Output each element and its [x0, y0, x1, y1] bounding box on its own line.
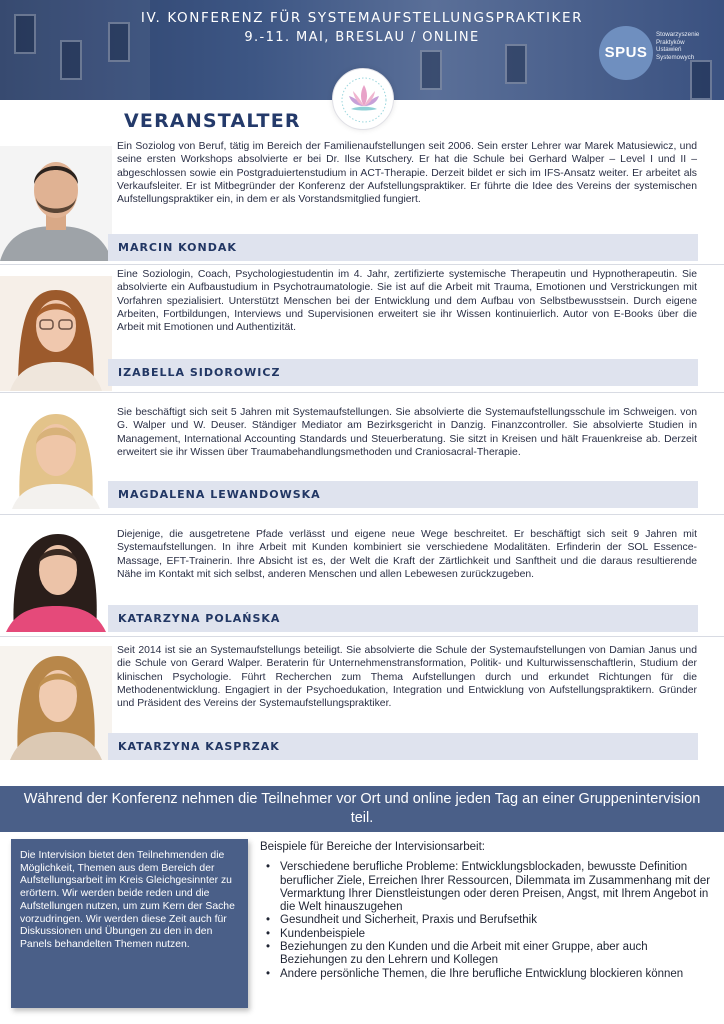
- person-name: MARCIN KONDAK: [118, 241, 237, 254]
- portrait-photo: [0, 404, 112, 509]
- bio-text: Eine Soziologin, Coach, Psychologiestudentin im 4. Jahr, zertifizierte systemische Therapeutin und Hypnotherapeutin. Sie absolvierte ein Aufbaustudium in Psychotraumatologie. Sie ist auf die Arbeit mit Trauma, Emotionen und Verstrickungen mit Vorfahren spezialisiert. Unterstützt Menschen bei der Entwicklung und dem Aufbau von Selbstbewusstsein. Durch eigene Arbeiten, Fortbildungen, Interviews und Supervisionen erweitert sie ihr Wissen kontinuierlich. Autor von E-Books über die Arbeit mit Emotionen und Authentizität.: [117, 269, 697, 334]
- divider: [0, 514, 724, 515]
- portrait-photo: [0, 146, 112, 261]
- spus-logo-text: Stowarzyszenie Praktyków Ustawień Systemowych: [656, 31, 700, 61]
- bio-text: Sie beschäftigt sich seit 5 Jahren mit Systemaufstellungen. Sie absolvierte die Systemaufstellungsschule im Schweigen. von G. Walper und W. Deuser. Ständiger Mediator am Bezirksgericht in Danzig. Finanzcontroller. Sie absolvierte Studien in Management, International Accounting Standards und Steuerberatung. Sie sitzt in Kreisen und hält Frauenkreise ab. Derzeit erweitert sie ihr Wissen über Traumabehandlungsmethoden und Craniosacral-Therapie.: [117, 407, 697, 458]
- examples-list: [260, 841, 712, 981]
- divider: [0, 636, 724, 637]
- list-item: • Verschiedene berufliche Probleme: Entwicklungsblockaden, bewusste Definition beruflicher Ziele, Erreichen Ihrer Ressourcen, Dilemmata im Zusammenhang mit der Vermarktung Ihrer Dienstleistungen oder deren Preisen, Angst, mit Ihrem Angebot in die Welt hinauszugehen: [260, 861, 712, 914]
- portrait-photo: [0, 276, 112, 391]
- name-band: [108, 234, 698, 261]
- name-band: [108, 359, 698, 386]
- name-band: [108, 605, 698, 632]
- bio-text: Seit 2014 ist sie an Systemaufstellungs beteiligt. Sie absolvierte die Schule der Systemaufstellungen von Damian Janus und die Schule von Gerard Walper. Beraterin für Unternehmenstransformation, Politik- und Kulturwissenschaftlerin, Studium der klinischen Psychologie. Führt Recherchen zum Thema Aufstellungen durch und erkundet Richtungen für die Methodenentwicklung. Engagiert in der Psychoedukation, Integration und Entwicklung von Aufstellungspraktikern. Gründer und Präsident des Vereins der Systemaufstellungspraktiker.: [117, 645, 697, 710]
- intervision-info-text: Die Intervision bietet den Teilnehmenden die Möglichkeit, Themen aus dem Bereich der Aufstellungsarbeit im Kreis Gleichgesinnter zu erörtern. Wir werden beide reden und die Aufstellungen nutzen, um zum Kern der Sache vorzudringen. Wir werden diese Zeit auch für Diskussionen und Übungen zu den in den Panels behandelten Themen nutzen.: [20, 850, 235, 950]
- spus-logo: SPUS: [599, 26, 653, 80]
- list-item: • Kundenbeispiele: [260, 928, 712, 941]
- divider: [0, 392, 724, 393]
- lotus-icon: [332, 68, 394, 130]
- bio-text: Diejenige, die ausgetretene Pfade verlässt und eigene neue Wege beschreitet. Er beschäftigt sich seit 9 Jahren mit Systemaufstellungen. In ihre Arbeit mit Kunden kombiniert sie verschiedene Modalitäten. Erfinderin der SOL Essence-Massage, EFT-Trainerin. Ihre Absicht ist es, der Welt die Kraft der Zärtlichkeit und Sanftheit und die daraus resultierende Nähe im Kontakt mit sich selbst, anderen Menschen und allen Lebewesen zurückzugeben.: [117, 529, 697, 580]
- window-decoration: [690, 60, 712, 100]
- portrait-photo: [0, 528, 112, 632]
- banner-text: Während der Konferenz nehmen die Teilnehmer vor Ort und online jeden Tag an einer Gruppenintervision teil.: [23, 791, 701, 826]
- window-decoration: [420, 50, 442, 90]
- person-name: MAGDALENA LEWANDOWSKA: [118, 488, 321, 501]
- intervision-info-box: [11, 839, 248, 1008]
- divider: [0, 264, 724, 265]
- bio-text: Ein Soziolog von Beruf, tätig im Bereich der Familienaufstellungen seit 2006. Sein erster Lehrer war Marek Matusiewicz, und seine ersten Workshops absolvierte er bei Dr. Ilse Kutschery. Er hat die Schule bei Gerhard Walper – Level I und II – abgeschlossen sowie ein Postgraduiertenstudium in ACT-Therapie. Derzeit bildet er sich im IFS-Ansatz weiter. Er arbeitet als Verkaufsleiter. Er ist Mitbegründer der Konferenz der Aufstellungspraktiker. Er führte die Idee des Vereins der systemischen Aufstellungspraktiker ein, in dem er als Vorstandsmitglied fungiert.: [117, 141, 697, 206]
- name-band: [108, 481, 698, 508]
- portrait-photo: [0, 646, 112, 760]
- list-item: • Andere persönliche Themen, die Ihre berufliche Entwicklung blockieren können: [260, 968, 712, 981]
- conference-title: IV. KONFERENZ FÜR SYSTEMAUFSTELLUNGSPRAKTIKER: [140, 10, 584, 26]
- intervision-banner: [0, 786, 724, 832]
- name-band: [108, 733, 698, 760]
- list-item: • Gesundheit und Sicherheit, Praxis und Berufsethik: [260, 914, 712, 927]
- person-name: KATARZYNA POLAŃSKA: [118, 612, 281, 625]
- window-decoration: [505, 44, 527, 84]
- section-title: VERANSTALTER: [124, 110, 301, 132]
- conference-date: 9.-11. MAI, BRESLAU / ONLINE: [244, 30, 480, 45]
- list-item: • Beziehungen zu den Kunden und die Arbeit mit einer Gruppe, aber auch Beziehungen zu den Lehrern und Kollegen: [260, 941, 712, 968]
- window-decoration: [60, 40, 82, 80]
- person-name: IZABELLA SIDOROWICZ: [118, 366, 281, 379]
- person-name: KATARZYNA KASPRZAK: [118, 740, 280, 753]
- examples-heading: Beispiele für Bereiche der Intervisionsarbeit:: [260, 841, 486, 853]
